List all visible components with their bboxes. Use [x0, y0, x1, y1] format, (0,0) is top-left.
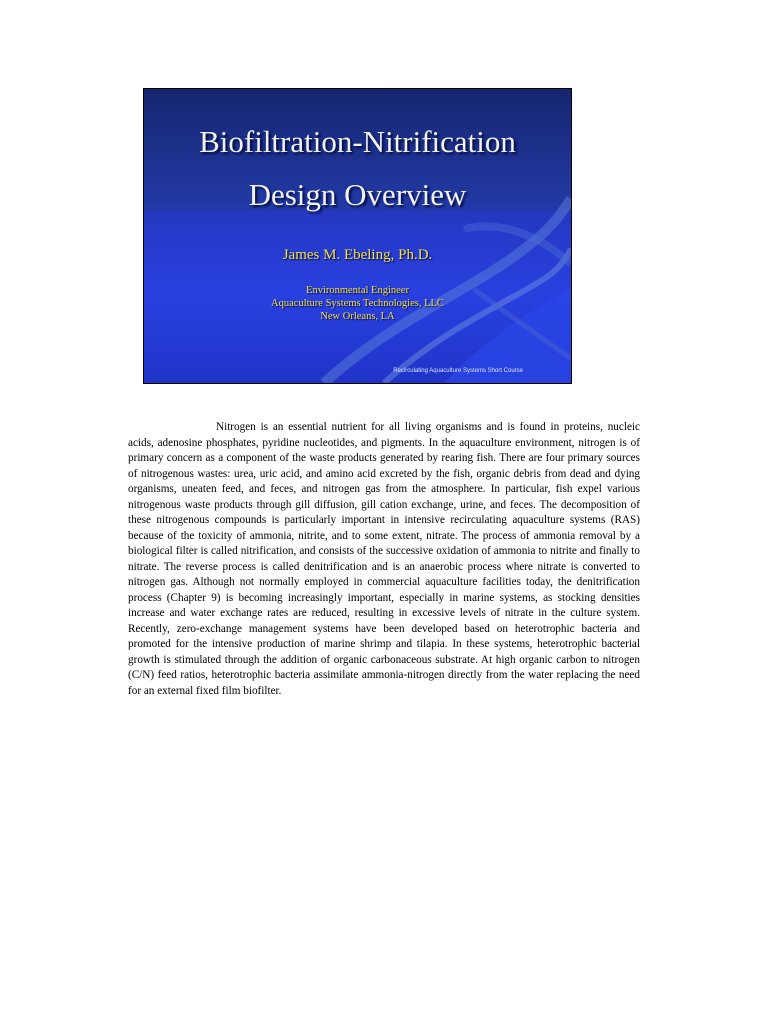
slide-affiliation-company: Aquaculture Systems Technologies, LLC: [271, 298, 444, 309]
title-slide-image: [143, 88, 572, 384]
slide-affiliation-role: Environmental Engineer: [306, 285, 409, 296]
body-paragraph: Nitrogen is an essential nutrient for all living organisms and is found in proteins, nucleic acids, adenosine phosphates, pyridine nucleotides, and pigments. In the aquaculture environment, nitrogen is of primary concern as a component of the waste products generated by rearing fish. There are four primary sources of nitrogenous wastes: urea, uric acid, and amino acid excreted by the fish, organic debris from dead and dying organisms, uneaten feed, and feces, and nitrogen gas from the atmosphere. In particular, fish expel various nitrogenous waste products through gill diffusion, gill cation exchange, urine, and feces. The decomposition of these nitrogenous compounds is particularly important in intensive recirculating aquaculture systems (RAS) because of the toxicity of ammonia, nitrite, and to some extent, nitrate. The process of ammonia removal by a biological filter is called nitrification, and consists of the successive oxidation of ammonia to nitrite and finally to nitrate. The reverse process is called denitrification and is an anaerobic process where nitrate is converted to nitrogen gas. Although not normally employed in commercial aquaculture facilities today, the denitrification process (Chapter 9) is becoming increasingly important, especially in marine systems, as stocking densities increase and water exchange rates are reduced, resulting in excessive levels of nitrate in the culture system. Recently, zero-exchange management systems have been developed based on heterotrophic bacteria and promoted for the intensive production of marine shrimp and tilapia. In these systems, heterotrophic bacterial growth is stimulated through the addition of organic carbonaceous substrate. At high organic carbon to nitrogen (C/N) feed ratios, heterotrophic bacteria assimilate ammonia-nitrogen directly from the water replacing the need for an external fixed film biofilter.: [128, 421, 640, 697]
slide-footer: Recirculating Aquaculture Systems Short Course: [393, 368, 523, 374]
slide-title: Biofiltration-Nitrification Design Overview: [199, 124, 516, 212]
slide-affiliation-location: New Orleans, LA: [320, 311, 395, 322]
slide-author: James M. Ebeling, Ph.D.: [282, 247, 433, 263]
